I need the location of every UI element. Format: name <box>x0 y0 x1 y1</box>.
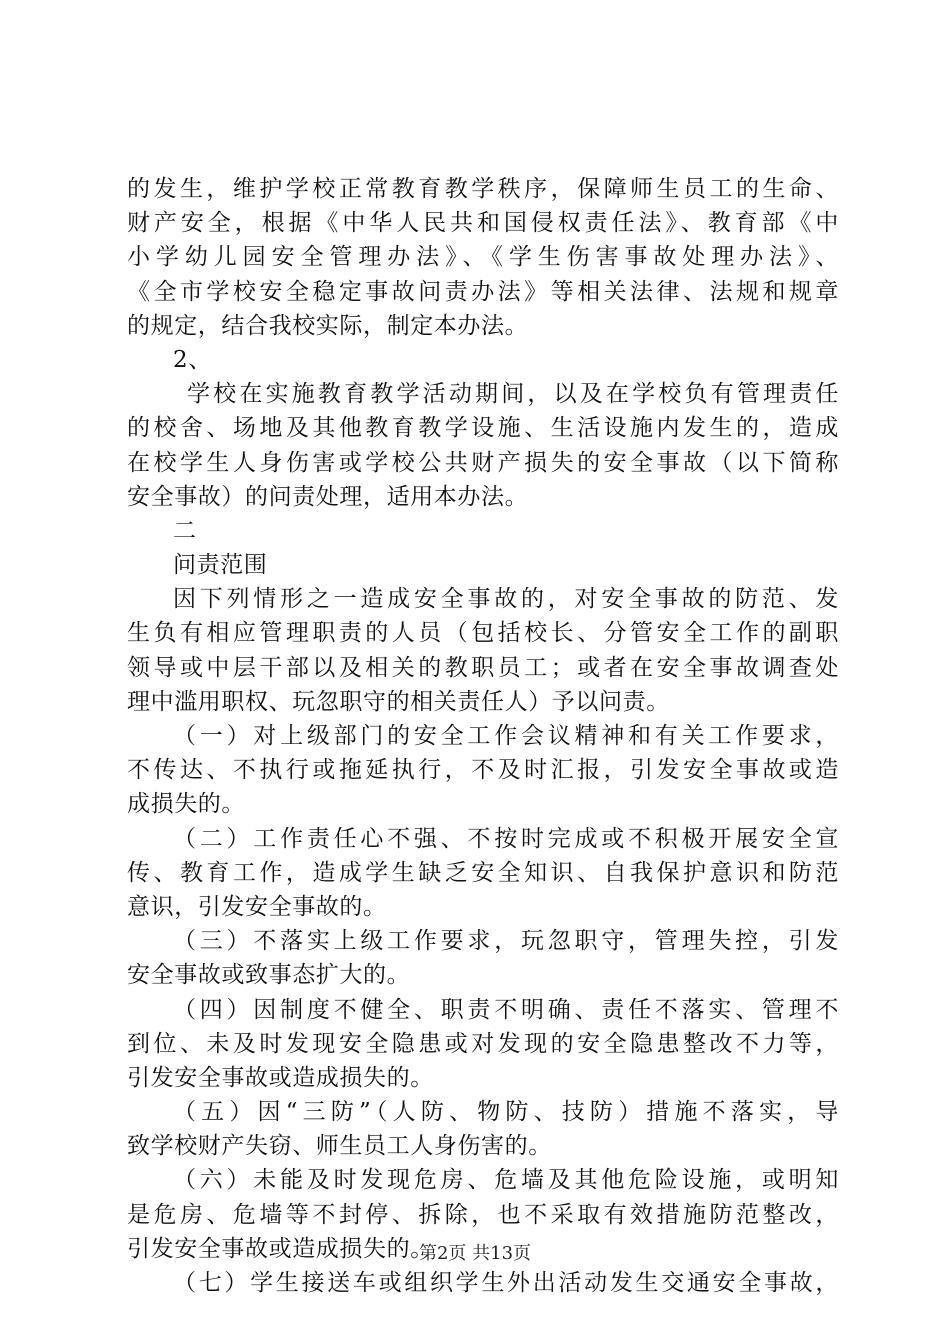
document-body <box>127 172 839 1300</box>
text-line: 安全事故）的问责处理，适用本办法。 <box>127 483 529 510</box>
text-line: 不传达、不执行或拖延执行，不及时汇报，引发安全事故或造 <box>127 757 839 784</box>
text-line: 传、教育工作，造成学生缺乏安全知识、自我保护意识和防范 <box>127 859 839 886</box>
text-line: 的校舍、场地及其他教育教学设施、生活设施内发生的，造成 <box>127 415 839 442</box>
section-number: 2、 <box>173 346 212 373</box>
text-line: 是危房、危墙等不封停、拆除，也不采取有效措施防范整改， <box>127 1201 839 1228</box>
text-line: 的发生，维护学校正常教育教学秩序，保障师生员工的生命、 <box>127 176 839 202</box>
text-line: （二）工作责任心不强、不按时完成或不积极开展安全宣 <box>173 825 839 852</box>
text-line: 理中滥用职权、玩忽职守的相关责任人）予以问责。 <box>127 688 670 715</box>
text-line: （一）对上级部门的安全工作会议精神和有关工作要求， <box>173 723 839 749</box>
text-line: 生负有相应管理职责的人员（包括校长、分管安全工作的副职 <box>127 620 839 647</box>
text-line: 引发安全事故或造成损失的。 <box>127 1064 434 1091</box>
text-line: 《全市学校安全稳定事故问责办法》等相关法律、法规和规章 <box>127 278 839 305</box>
text-line: （七）学生接送车或组织学生外出活动发生交通安全事故， <box>173 1270 839 1296</box>
text-line: 在校学生人身伤害或学校公共财产损失的安全事故（以下简称 <box>127 449 839 476</box>
text-line: 财产安全，根据《中华人民共和国侵权责任法》、教育部《中 <box>127 210 839 237</box>
section-number: 二 <box>173 517 197 544</box>
text-line: 意识，引发安全事故的。 <box>127 893 387 920</box>
text-line: 成损失的。 <box>127 791 245 818</box>
text-line: 因下列情形之一造成安全事故的，对安全事故的防范、发 <box>173 586 839 613</box>
text-line: 领导或中层干部以及相关的教职员工；或者在安全事故调查处 <box>127 654 839 681</box>
text-line: （六）未能及时发现危房、危墙及其他危险设施，或明知 <box>173 1167 839 1194</box>
text-line: （四）因制度不健全、职责不明确、责任不落实、管理不 <box>173 996 839 1023</box>
text-line: 的规定，结合我校实际，制定本办法。 <box>127 312 529 339</box>
text-line: （五）因“三防”（人防、物防、技防）措施不落实，导 <box>173 1099 839 1126</box>
text-line: 学校在实施教育教学活动期间，以及在学校负有管理责任 <box>187 381 839 408</box>
text-line: 安全事故或致事态扩大的。 <box>127 962 411 989</box>
text-line: 致学校财产失窃、师生员工人身伤害的。 <box>127 1133 552 1160</box>
text-line: （三）不落实上级工作要求，玩忽职守，管理失控，引发 <box>173 928 839 955</box>
section-heading: 问责范围 <box>173 552 268 579</box>
page-number-footer: 第2页 共13页 <box>418 1243 532 1264</box>
text-line: 到位、未及时发现安全隐患或对发现的安全隐患整改不力等， <box>127 1030 839 1057</box>
text-line: 小学幼儿园安全管理办法》、《学生伤害事故处理办法》、 <box>127 244 839 271</box>
text-line: 引发安全事故或造成损失的。 <box>127 1235 434 1262</box>
